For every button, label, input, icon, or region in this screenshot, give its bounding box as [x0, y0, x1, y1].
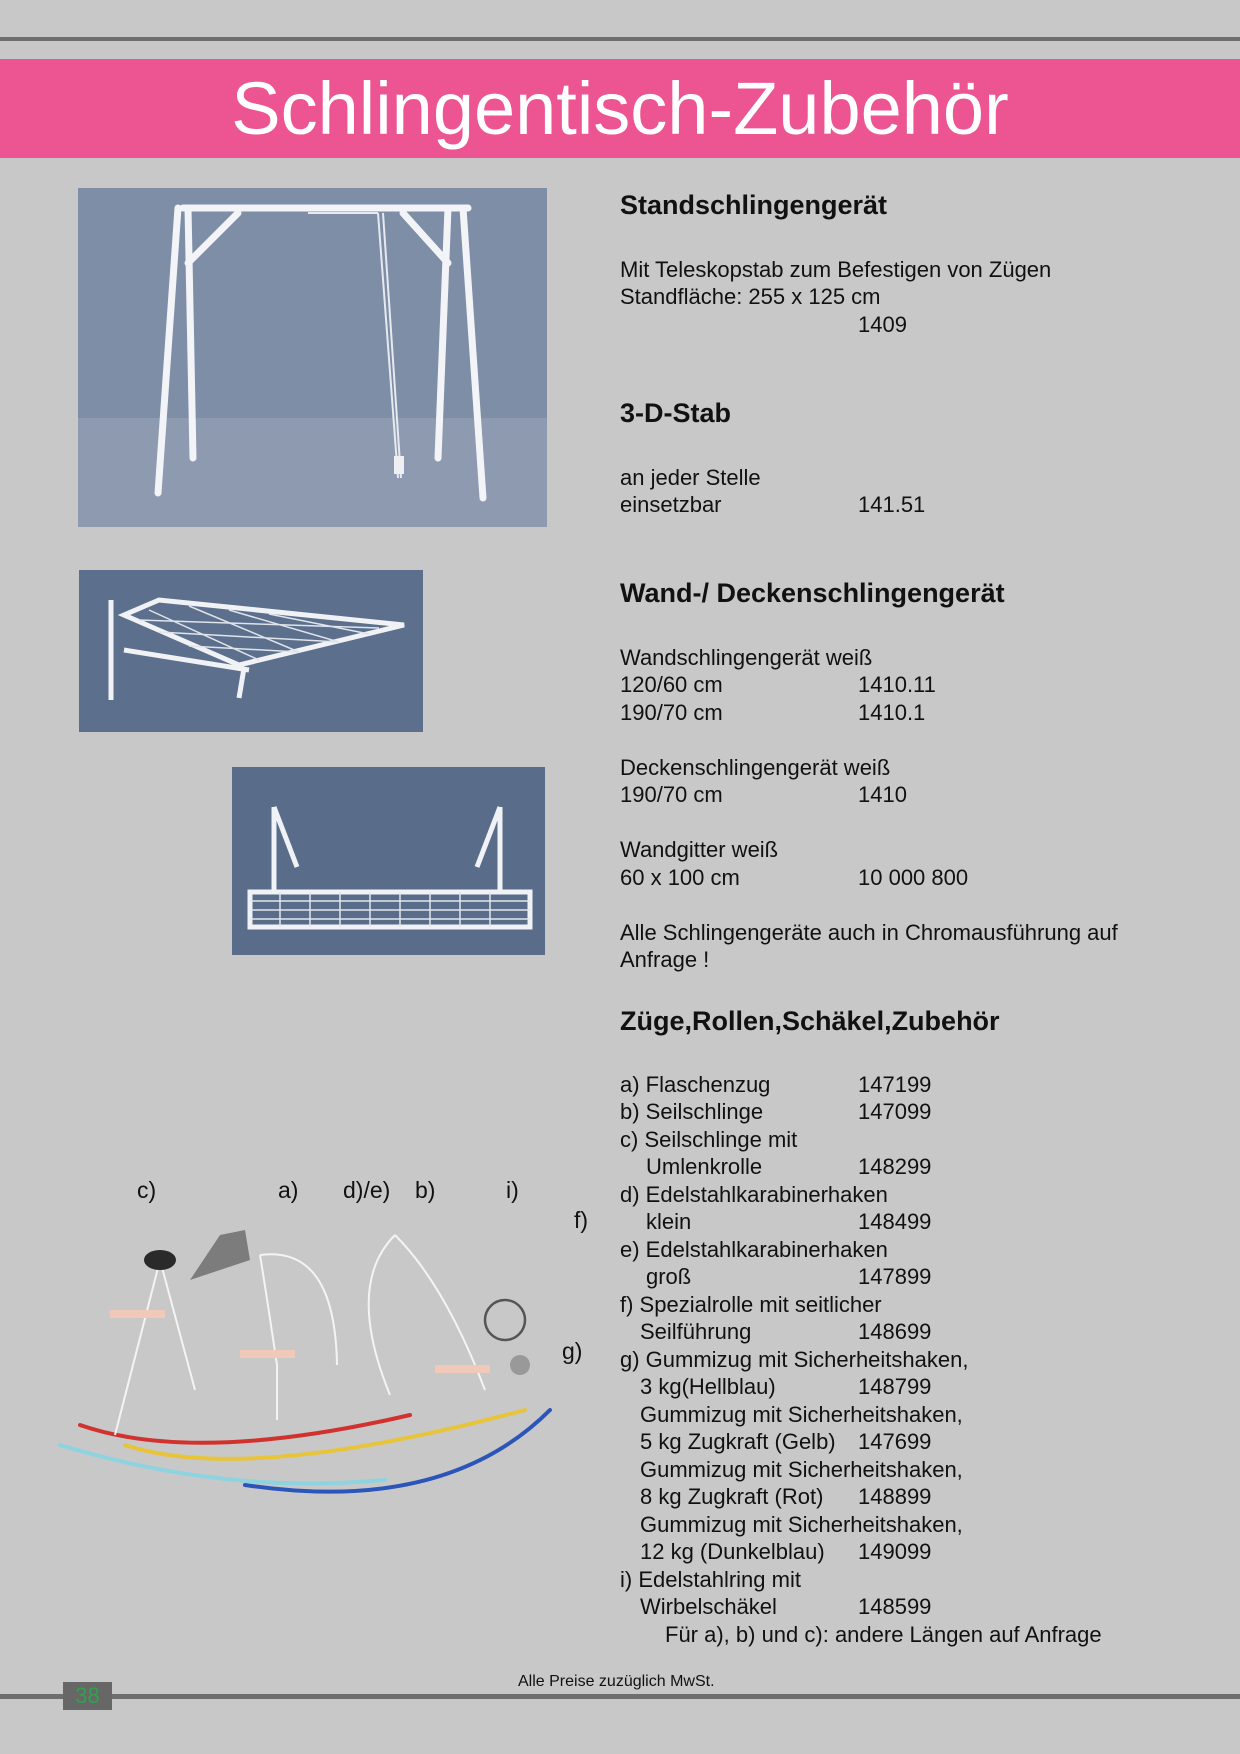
wand-size-1: 120/60 cm: [620, 672, 723, 697]
stand-frame-photo: [78, 188, 547, 527]
item-g-6-code: 148899: [858, 1484, 932, 1509]
decke-size-1: 190/70 cm: [620, 782, 723, 807]
wall-frame-photo: [79, 570, 423, 732]
gitter-heading: Wandgitter weiß: [620, 837, 779, 862]
label-i: i): [506, 1177, 519, 1203]
wand-code-2: 1410.1: [858, 700, 926, 725]
label-b: b): [415, 1177, 436, 1203]
item-g-4: 5 kg Zugkraft (Gelb): [640, 1429, 836, 1454]
chrome-note-2: Anfrage !: [620, 947, 710, 972]
wand-code-1: 1410.11: [858, 672, 936, 697]
label-a: a): [278, 1177, 299, 1203]
page-number: 38: [63, 1682, 112, 1710]
stab-line1: an jeder Stelle: [620, 465, 761, 490]
item-d-2: klein: [646, 1209, 692, 1234]
page-title: Schlingentisch-Zubehör: [0, 59, 1240, 158]
footer-rule: [0, 1694, 1240, 1699]
stab-code: 141.51: [858, 492, 926, 517]
stand-code: 1409: [858, 312, 907, 337]
item-f-2: Seilführung: [640, 1319, 752, 1344]
item-c-1: c) Seilschlinge mit: [620, 1127, 798, 1152]
label-c: c): [137, 1177, 157, 1203]
item-g-8: 12 kg (Dunkelblau): [640, 1539, 825, 1564]
item-i-code: 148599: [858, 1594, 932, 1619]
item-c-code: 148299: [858, 1154, 932, 1179]
item-g-8-code: 149099: [858, 1539, 932, 1564]
section-title-stab: 3-D-Stab: [620, 398, 732, 428]
section-title-stand: Standschlingengerät: [620, 190, 888, 220]
item-f-1: f) Spezialrolle mit seitlicher: [620, 1292, 882, 1317]
gitter-code-1: 10 000 800: [858, 865, 969, 890]
item-g-1: g) Gummizug mit Sicherheitshaken,: [620, 1347, 969, 1372]
item-c-2: Umlenkrolle: [646, 1154, 763, 1179]
label-f: f): [574, 1207, 589, 1233]
accessories-illustration: [45, 1225, 575, 1525]
stand-line1: Mit Teleskopstab zum Befestigen von Zügen: [620, 257, 1052, 282]
item-d-code: 148499: [858, 1209, 932, 1234]
item-g-3: Gummizug mit Sicherheitshaken,: [640, 1402, 963, 1427]
item-d-1: d) Edelstahlkarabinerhaken: [620, 1182, 888, 1207]
item-g-2: 3 kg(Hellblau): [640, 1374, 776, 1399]
item-g-2-code: 148799: [858, 1374, 932, 1399]
decke-code-1: 1410: [858, 782, 907, 807]
item-e-1: e) Edelstahlkarabinerhaken: [620, 1237, 888, 1262]
item-i-1: i) Edelstahlring mit: [620, 1567, 801, 1592]
item-f-code: 148699: [858, 1319, 932, 1344]
label-de: d)/e): [343, 1177, 391, 1203]
item-b: b) Seilschlinge: [620, 1099, 764, 1124]
chrome-note-1: Alle Schlingengeräte auch in Chromausführung auf: [620, 920, 1118, 945]
stand-line2: Standfläche: 255 x 125 cm: [620, 284, 881, 309]
decke-heading: Deckenschlingengerät weiß: [620, 755, 891, 780]
item-g-4-code: 147699: [858, 1429, 932, 1454]
gitter-size-1: 60 x 100 cm: [620, 865, 740, 890]
wand-size-2: 190/70 cm: [620, 700, 723, 725]
stab-line2: einsetzbar: [620, 492, 722, 517]
item-b-code: 147099: [858, 1099, 932, 1124]
price-note: Alle Preise zuzüglich MwSt.: [518, 1673, 715, 1690]
item-e-code: 147899: [858, 1264, 932, 1289]
section-title-wand: Wand-/ Deckenschlingengerät: [620, 578, 1005, 608]
item-i-2: Wirbelschäkel: [640, 1594, 777, 1619]
item-g-5: Gummizug mit Sicherheitshaken,: [640, 1457, 963, 1482]
item-a: a) Flaschenzug: [620, 1072, 771, 1097]
item-e-2: groß: [646, 1264, 692, 1289]
wand-heading: Wandschlingengerät weiß: [620, 645, 873, 670]
label-g: g): [562, 1338, 583, 1364]
length-note: Für a), b) und c): andere Längen auf Anfrage: [665, 1622, 1102, 1647]
item-g-7: Gummizug mit Sicherheitshaken,: [640, 1512, 963, 1537]
item-g-6: 8 kg Zugkraft (Rot): [640, 1484, 824, 1509]
item-a-code: 147199: [858, 1072, 932, 1097]
top-rule: [0, 37, 1240, 41]
ceiling-frame-photo: [232, 767, 545, 955]
section-title-zuege: Züge,Rollen,Schäkel,Zubehör: [620, 1006, 1000, 1036]
